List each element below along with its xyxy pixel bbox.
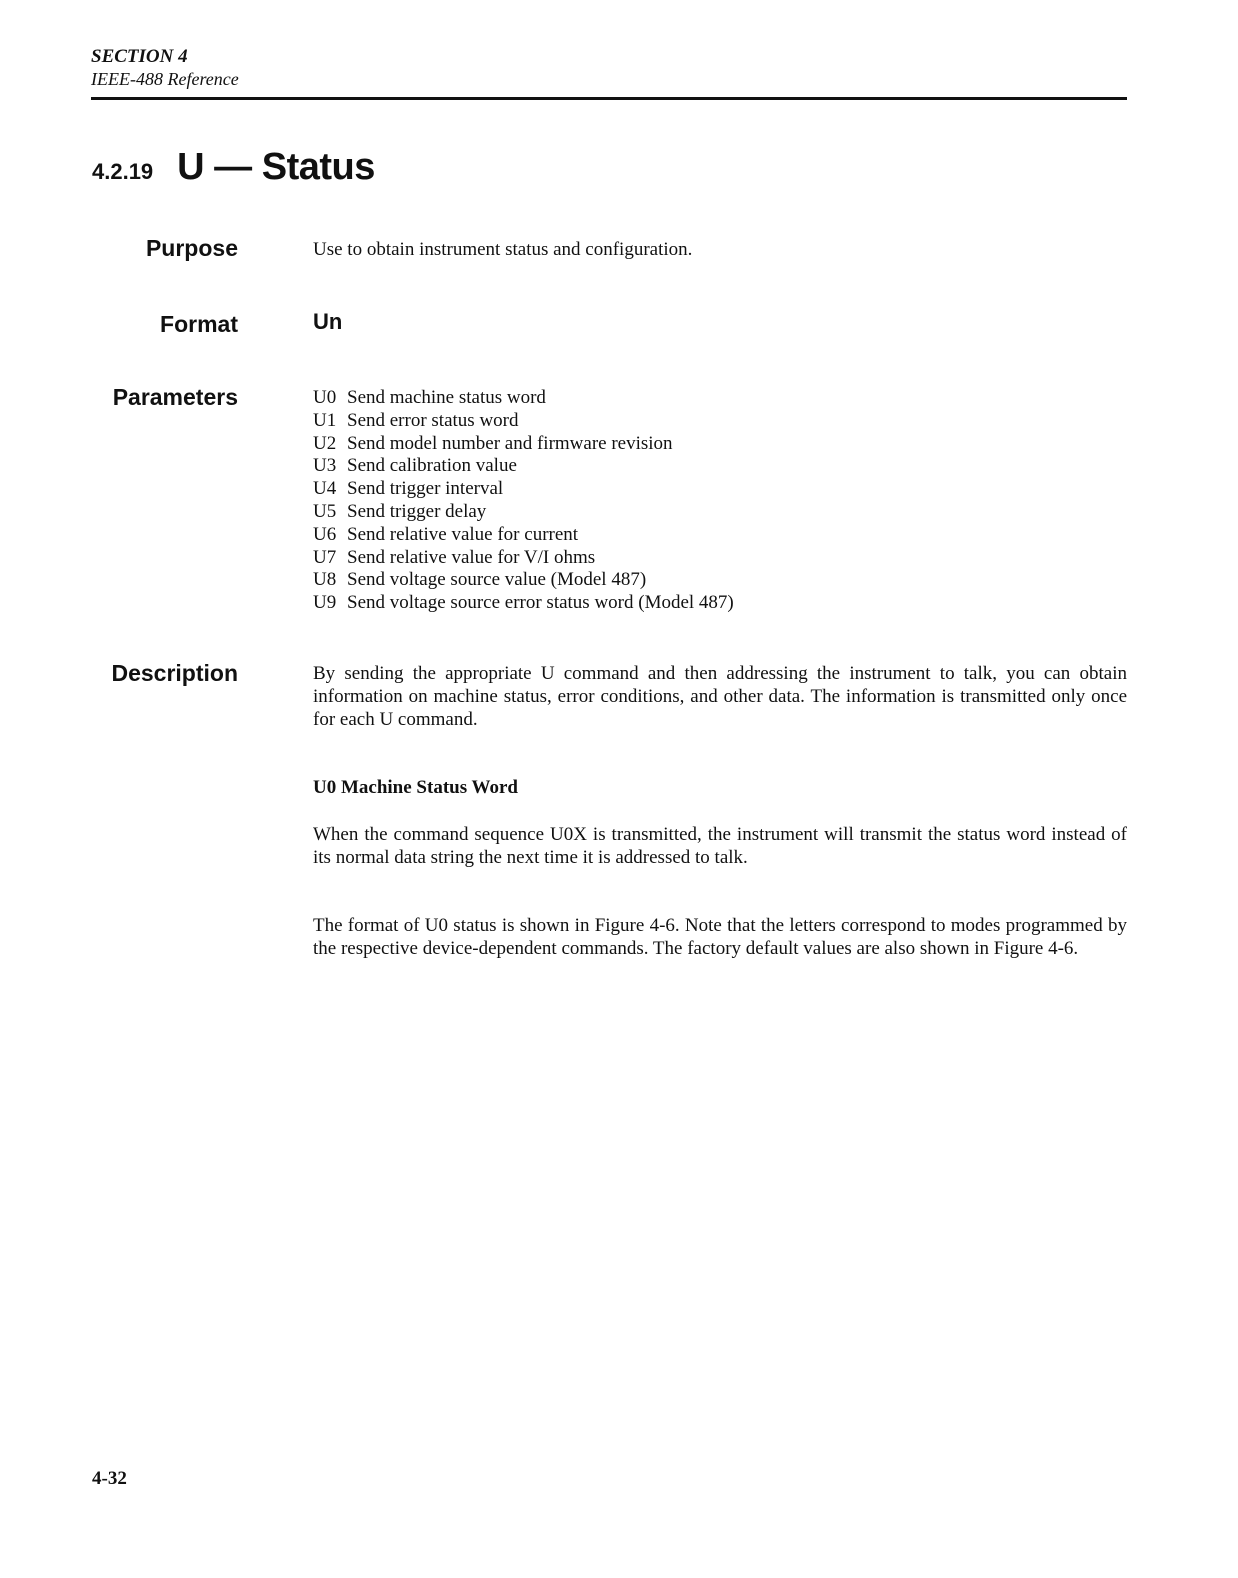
section-heading xyxy=(92,146,375,189)
purpose-text: Use to obtain instrument status and configuration. xyxy=(313,239,693,260)
parameter-text: Send voltage source value (Model 487) xyxy=(347,569,647,591)
parameter-code: U9 xyxy=(313,592,337,614)
header-rule xyxy=(91,97,1127,100)
list-item xyxy=(313,409,1127,432)
parameter-list xyxy=(313,386,1127,614)
parameter-text: Send relative value for V/I ohms xyxy=(347,546,596,568)
parameters-block xyxy=(313,386,1127,614)
parameter-text: Send calibration value xyxy=(347,455,517,477)
list-item xyxy=(313,523,1127,546)
format-value: Un xyxy=(313,309,343,334)
parameter-code: U0 xyxy=(313,387,337,408)
parameter-code: U3 xyxy=(313,455,337,477)
section-title: U — Status xyxy=(177,146,375,188)
description-label: Description xyxy=(111,660,238,686)
list-item xyxy=(313,546,1127,569)
parameter-text: Send machine status word xyxy=(347,387,546,408)
parameter-text: Send error status word xyxy=(347,409,519,431)
list-item xyxy=(313,477,1127,500)
parameter-code: U6 xyxy=(313,523,337,545)
parameter-text: Send trigger delay xyxy=(347,500,487,522)
description-paragraph-3: The format of U0 status is shown in Figure 4-6. Note that the letters correspond to modes programmed by the respective device-dependent commands. The factory default values are also shown in Figure 4-6. xyxy=(313,915,1127,959)
parameter-code: U7 xyxy=(313,546,337,568)
parameter-text: Send trigger interval xyxy=(347,478,504,500)
description-paragraph-2: When the command sequence U0X is transmitted, the instrument will transmit the status word instead of its normal data string the next time it is addressed to talk. xyxy=(313,824,1127,868)
list-item xyxy=(313,591,1127,614)
section-number: 4.2.19 xyxy=(92,159,154,184)
list-item xyxy=(313,568,1127,591)
section-label: SECTION 4 xyxy=(91,46,188,67)
description-paragraph-1: By sending the appropriate U command and then addressing the instrument to talk, you can obtain information on machine status, error conditions, and other data. The information is transmitted only once for each U command. xyxy=(313,663,1127,730)
parameter-code: U4 xyxy=(313,478,337,500)
section-subtitle: IEEE-488 Reference xyxy=(91,69,239,89)
parameter-text: Send relative value for current xyxy=(347,523,579,545)
parameter-code: U1 xyxy=(313,409,337,431)
parameter-text: Send model number and firmware revision xyxy=(347,432,673,454)
page-number: 4-32 xyxy=(92,1468,127,1489)
parameter-text: Send voltage source error status word (Model 487) xyxy=(347,592,734,614)
list-item xyxy=(313,386,1127,409)
parameter-code: U2 xyxy=(313,432,337,454)
parameter-code: U8 xyxy=(313,569,337,591)
parameters-label: Parameters xyxy=(112,384,238,410)
u0-subheading: U0 Machine Status Word xyxy=(313,777,518,798)
purpose-label: Purpose xyxy=(145,235,238,261)
list-item xyxy=(313,432,1127,455)
running-header xyxy=(91,46,239,90)
list-item xyxy=(313,500,1127,523)
list-item xyxy=(313,454,1127,477)
parameter-code: U5 xyxy=(313,500,337,522)
format-label: Format xyxy=(160,311,238,337)
